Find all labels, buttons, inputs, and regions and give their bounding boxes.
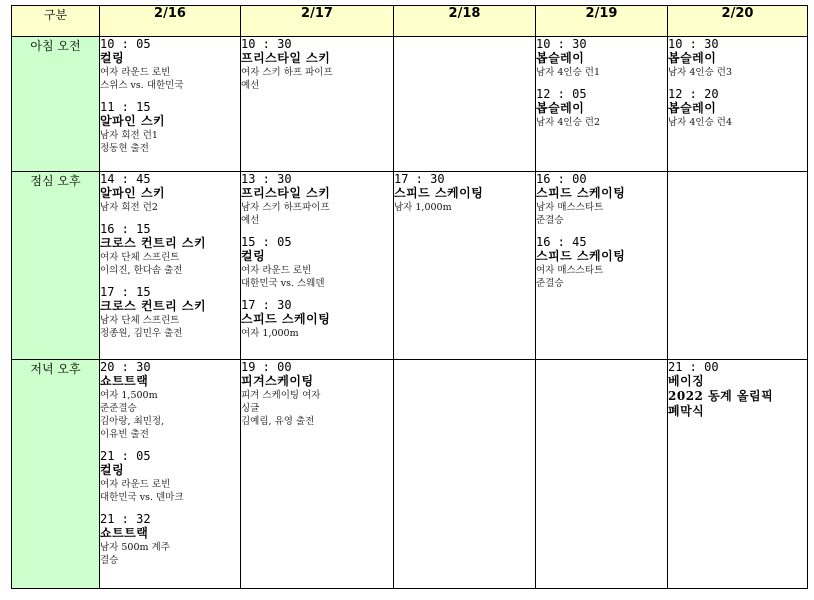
event-title: 쇼트트랙: [100, 374, 149, 388]
event-title: 크로스 컨트리 스키: [100, 299, 207, 313]
schedule-cell: [536, 360, 668, 589]
event-time: 17 : 30: [241, 298, 292, 312]
event-detail: 예선: [241, 80, 260, 91]
event-detail: 김예림, 유영 출전: [241, 416, 315, 427]
event-entry: [536, 235, 667, 290]
event-title: 피겨스케이팅: [241, 374, 314, 388]
event-detail: 여자 1,000m: [241, 328, 299, 339]
event-title: 스피드 스케이팅: [536, 186, 626, 200]
event-time: 14 : 45: [100, 172, 151, 186]
event-time: 12 : 20: [668, 87, 719, 101]
schedule-cell: [668, 172, 808, 360]
event-entry: [536, 37, 667, 79]
event-detail: 남자 4인승 런1: [536, 67, 601, 78]
event-title: 봅슬레이: [668, 51, 717, 65]
schedule-cell: [536, 37, 668, 172]
schedule-cell: [100, 172, 241, 360]
event-time: 12 : 05: [536, 87, 587, 101]
date-header: 2/19: [536, 6, 668, 37]
event-detail: 남자 회전 런1: [100, 130, 158, 141]
event-entry: [100, 449, 240, 504]
schedule-cell: [100, 360, 241, 589]
event-entry: [241, 235, 393, 290]
event-detail: 준결승: [536, 278, 564, 289]
event-time: 15 : 05: [241, 235, 292, 249]
event-title: 봅슬레이: [536, 51, 585, 65]
event-entry: [668, 87, 807, 129]
event-time: 13 : 30: [241, 172, 292, 186]
event-title: 봅슬레이: [536, 101, 585, 115]
event-detail: 여자 매스스타트: [536, 265, 604, 276]
event-detail: 싱글: [241, 403, 260, 414]
event-detail: 여자 1,500m: [100, 390, 158, 401]
event-detail: 남자 회전 런2: [100, 202, 158, 213]
event-detail: 예선: [241, 215, 260, 226]
event-entry: [241, 360, 393, 428]
event-detail: 여자 단체 스프린트: [100, 252, 180, 263]
event-detail: 남자 4인승 런2: [536, 117, 601, 128]
event-title: 쇼트트랙: [100, 526, 149, 540]
time-period-label: 점심 오후: [12, 172, 100, 360]
schedule-cell: [668, 37, 808, 172]
event-title: 스피드 스케이팅: [241, 312, 331, 326]
event-entry: [100, 360, 240, 441]
schedule-cell: [100, 37, 241, 172]
date-header: 2/20: [668, 6, 808, 37]
event-entry: [100, 222, 240, 277]
event-detail: 남자 매스스타트: [536, 202, 604, 213]
schedule-cell: [394, 360, 536, 589]
event-entry: [100, 285, 240, 340]
event-entry: [668, 360, 807, 419]
event-time: 19 : 00: [241, 360, 292, 374]
event-entry: [394, 172, 535, 214]
event-entry: [668, 37, 807, 79]
event-detail: 여자 라운드 로빈: [100, 67, 171, 78]
event-entry: [241, 37, 393, 92]
schedule-cell: [394, 172, 536, 360]
event-detail: 정종원, 김민우 출전: [100, 328, 183, 339]
event-title: 스피드 스케이팅: [394, 186, 484, 200]
event-detail: 남자 500m 계주: [100, 542, 170, 553]
event-title: 컬링: [241, 249, 266, 263]
event-time: 10 : 30: [536, 37, 587, 51]
event-title: 베이징 2022 동계 올림픽 폐막식: [668, 374, 774, 418]
event-detail: 김아랑, 최민정,: [100, 416, 165, 427]
schedule-cell: [241, 360, 394, 589]
event-detail: 이의진, 한다솜 출전: [100, 265, 183, 276]
date-header: 2/18: [394, 6, 536, 37]
event-title: 알파인 스키: [100, 186, 166, 200]
event-detail: 남자 1,000m: [394, 202, 452, 213]
event-detail: 대한민국 vs. 스웨덴: [241, 278, 325, 289]
time-period-label: 저녁 오후: [12, 360, 100, 589]
schedule-row: [12, 37, 808, 172]
event-title: 스피드 스케이팅: [536, 249, 626, 263]
schedule-row: [12, 172, 808, 360]
event-time: 16 : 15: [100, 222, 151, 236]
event-title: 알파인 스키: [100, 114, 166, 128]
event-detail: 준준결승: [100, 403, 137, 414]
event-detail: 피겨 스케이팅 여자: [241, 390, 321, 401]
event-detail: 준결승: [536, 215, 564, 226]
event-time: 10 : 30: [241, 37, 292, 51]
event-time: 17 : 15: [100, 285, 151, 299]
event-title: 컬링: [100, 463, 125, 477]
event-time: 16 : 00: [536, 172, 587, 186]
event-detail: 스위스 vs. 대한민국: [100, 80, 184, 91]
event-detail: 남자 4인승 런4: [668, 117, 733, 128]
event-time: 20 : 30: [100, 360, 151, 374]
event-time: 11 : 15: [100, 100, 151, 114]
event-title: 프리스타일 스키: [241, 186, 331, 200]
time-period-label: 아침 오전: [12, 37, 100, 172]
event-entry: [100, 512, 240, 567]
event-detail: 남자 단체 스프린트: [100, 315, 180, 326]
schedule-cell: [536, 172, 668, 360]
event-time: 10 : 05: [100, 37, 151, 51]
event-title: 프리스타일 스키: [241, 51, 331, 65]
event-time: 16 : 45: [536, 235, 587, 249]
event-detail: 남자 4인승 런3: [668, 67, 733, 78]
event-title: 크로스 컨트리 스키: [100, 236, 207, 250]
schedule-cell: [668, 360, 808, 589]
event-entry: [536, 172, 667, 227]
corner-header: 구분: [12, 6, 100, 37]
event-time: 21 : 32: [100, 512, 151, 526]
event-time: 17 : 30: [394, 172, 445, 186]
event-time: 10 : 30: [668, 37, 719, 51]
event-entry: [100, 37, 240, 92]
event-entry: [100, 172, 240, 214]
event-entry: [536, 87, 667, 129]
schedule-cell: [394, 37, 536, 172]
event-title: 컬링: [100, 51, 125, 65]
schedule-table: [11, 5, 808, 589]
date-header: 2/16: [100, 6, 241, 37]
schedule-cell: [241, 37, 394, 172]
event-detail: 결승: [100, 555, 119, 566]
event-title: 봅슬레이: [668, 101, 717, 115]
event-time: 21 : 00: [668, 360, 719, 374]
schedule-row: [12, 360, 808, 589]
header-row: [12, 6, 808, 37]
event-time: 21 : 05: [100, 449, 151, 463]
event-detail: 여자 라운드 로빈: [241, 265, 312, 276]
event-detail: 정동현 출전: [100, 143, 149, 154]
event-detail: 남자 스키 하프파이프: [241, 202, 330, 213]
event-detail: 대한민국 vs. 덴마크: [100, 492, 184, 503]
event-entry: [241, 298, 393, 340]
schedule-cell: [241, 172, 394, 360]
event-detail: 이유빈 출전: [100, 429, 149, 440]
event-entry: [241, 172, 393, 227]
event-detail: 여자 라운드 로빈: [100, 479, 171, 490]
date-header: 2/17: [241, 6, 394, 37]
event-entry: [100, 100, 240, 155]
event-detail: 여자 스키 하프 파이프: [241, 67, 333, 78]
